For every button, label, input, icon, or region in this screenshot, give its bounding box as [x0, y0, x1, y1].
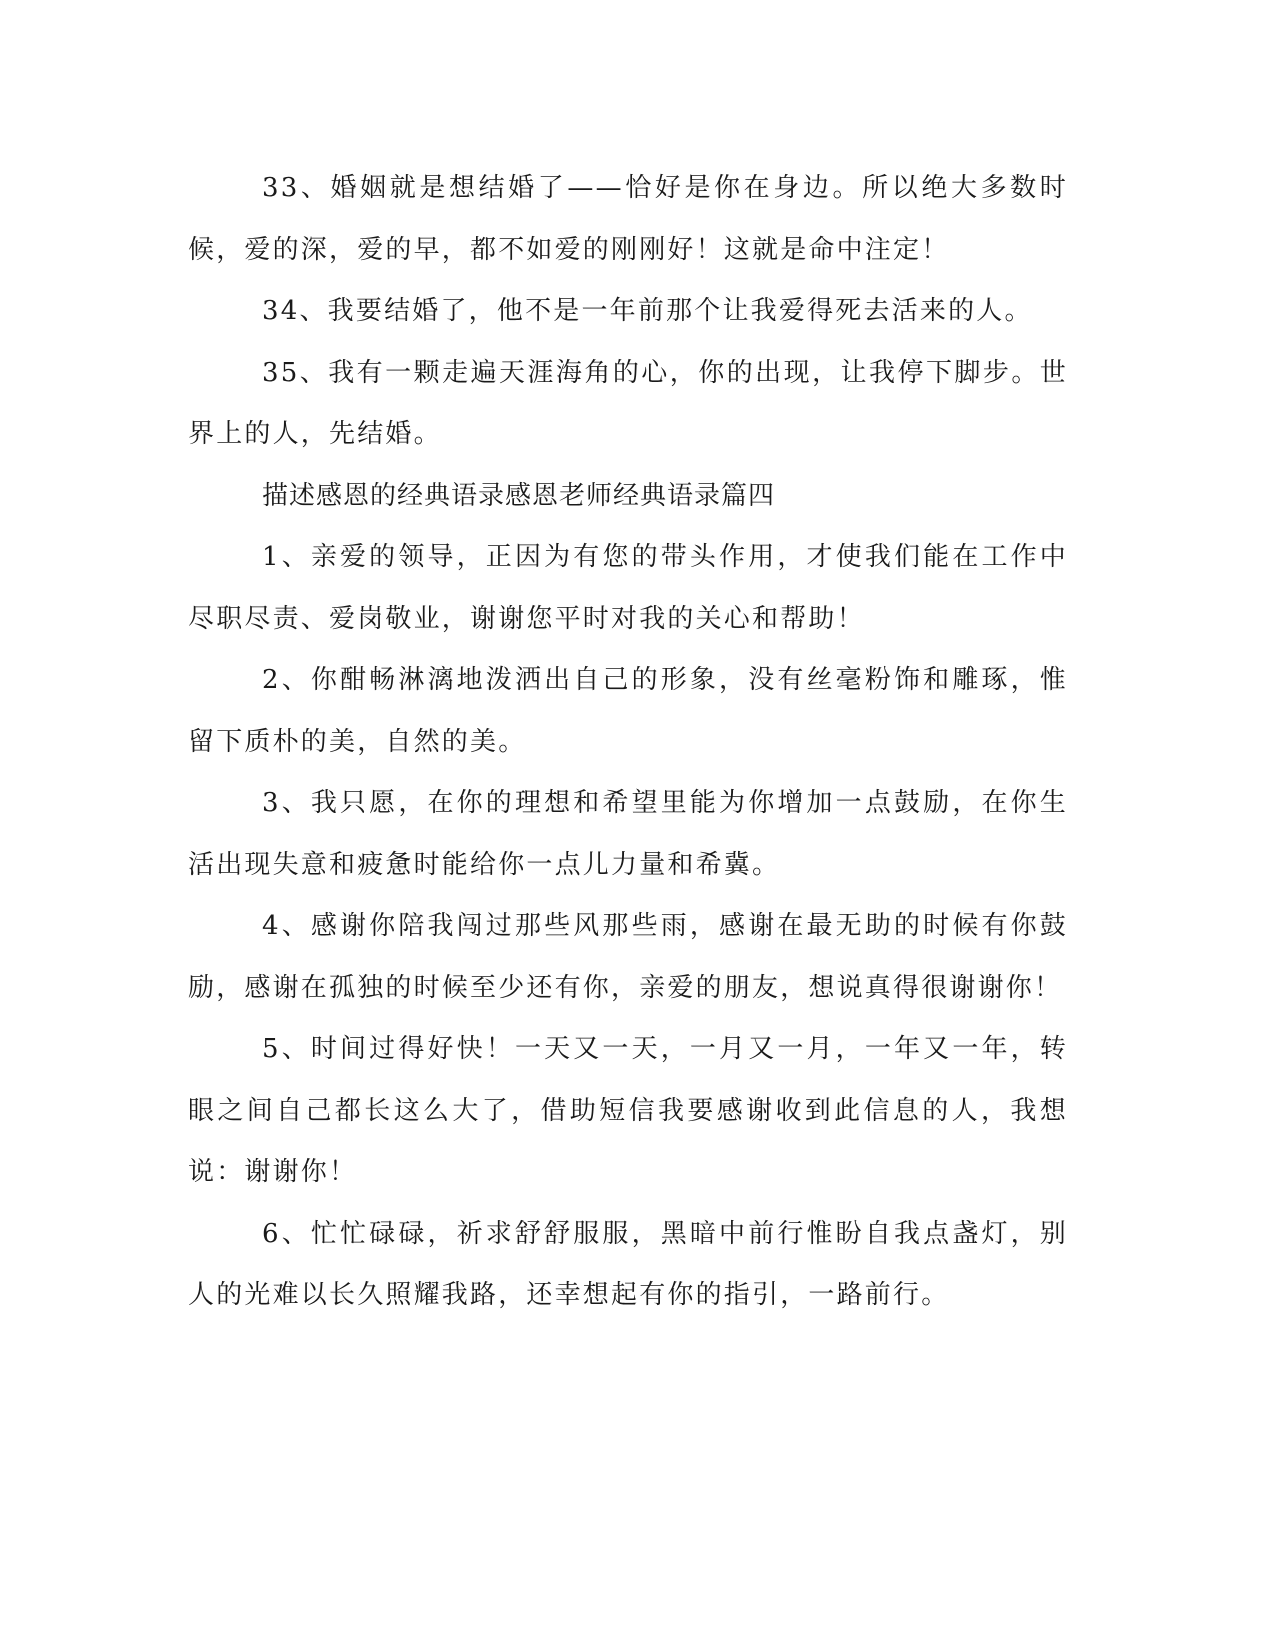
paragraph-6: 6、忙忙碌碌，祈求舒舒服服，黑暗中前行惟盼自我点盏灯，别人的光难以长久照耀我路，还幸想起有你的指引，一路前行。 — [188, 1218, 1068, 1310]
paragraph-4: 4、感谢你陪我闯过那些风那些雨，感谢在最无助的时候有你鼓励，感谢在孤独的时候至少还有你，亲爱的朋友，想说真得很谢谢你！ — [188, 911, 1068, 1003]
paragraph-1: 1、亲爱的领导，正因为有您的带头作用，才使我们能在工作中尽职尽责、爱岗敬业，谢谢您平时对我的关心和帮助！ — [188, 542, 1068, 634]
paragraph-2: 2、你酣畅淋漓地泼洒出自己的形象，没有丝毫粉饰和雕琢，惟留下质朴的美，自然的美。 — [188, 665, 1068, 757]
paragraph-5: 5、时间过得好快！一天又一天，一月又一月，一年又一年，转眼之间自己都长这么大了，借助短信我要感谢收到此信息的人，我想说：谢谢你！ — [188, 1034, 1068, 1187]
paragraph-33: 33、婚姻就是想结婚了——恰好是你在身边。所以绝大多数时候，爱的深，爱的早，都不如爱的刚刚好！这就是命中注定！ — [188, 173, 1068, 265]
paragraph-3: 3、我只愿，在你的理想和希望里能为你增加一点鼓励，在你生活出现失意和疲惫时能给你一点儿力量和希冀。 — [188, 788, 1068, 880]
document-body — [188, 158, 1068, 1327]
paragraph-34: 34、我要结婚了，他不是一年前那个让我爱得死去活来的人。 — [262, 296, 1033, 326]
section-heading: 描述感恩的经典语录感恩老师经典语录篇四 — [262, 480, 776, 511]
paragraph-35: 35、我有一颗走遍天涯海角的心，你的出现，让我停下脚步。世界上的人，先结婚。 — [188, 357, 1068, 449]
